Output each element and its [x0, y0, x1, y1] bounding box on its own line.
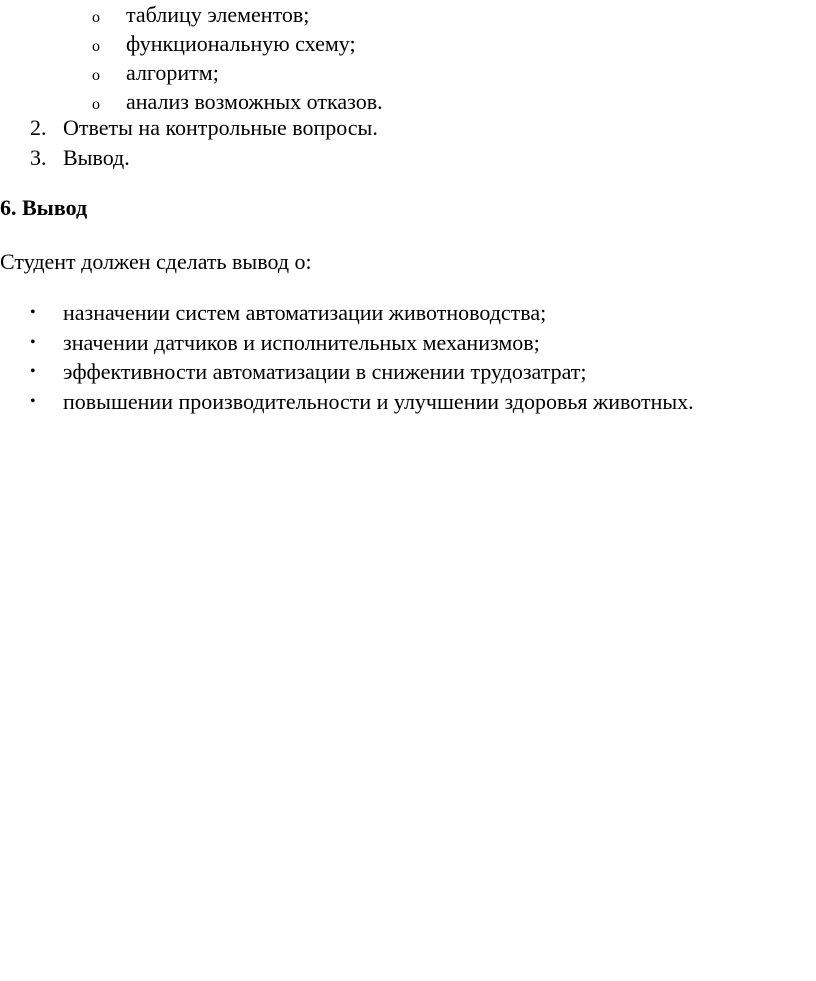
list-item-text: алгоритм; [126, 60, 219, 85]
list-item-text: значении датчиков и исполнительных механизмов; [63, 329, 540, 355]
list-item-text: повышении производительности и улучшении здоровья животных. [63, 388, 694, 414]
list-number: 2. [30, 115, 47, 140]
list-item-text: анализ возможных отказов. [126, 89, 383, 114]
dot-bullet-icon: • [30, 304, 36, 321]
circle-bullet-icon: o [92, 96, 100, 113]
list-item-text: Вывод. [63, 145, 130, 170]
list-item-text: эффективности автоматизации в снижении трудозатрат; [63, 359, 587, 384]
list-number: 3. [30, 145, 47, 170]
dot-bullet-icon: • [30, 363, 36, 380]
dot-bullet-icon: • [30, 333, 36, 351]
intro-paragraph: Студент должен сделать вывод о: [0, 249, 312, 274]
section-heading: 6. Вывод [0, 195, 88, 220]
list-item-text: функциональную схему; [126, 31, 356, 56]
circle-bullet-icon: o [92, 9, 100, 26]
circle-bullet-icon: o [92, 38, 100, 55]
list-item-text: назначении систем автоматизации животноводства; [63, 300, 547, 325]
circle-bullet-icon: o [92, 67, 100, 84]
dot-bullet-icon: • [30, 392, 36, 410]
list-item-text: Ответы на контрольные вопросы. [63, 115, 378, 140]
list-item-text: таблицу элементов; [126, 2, 310, 27]
